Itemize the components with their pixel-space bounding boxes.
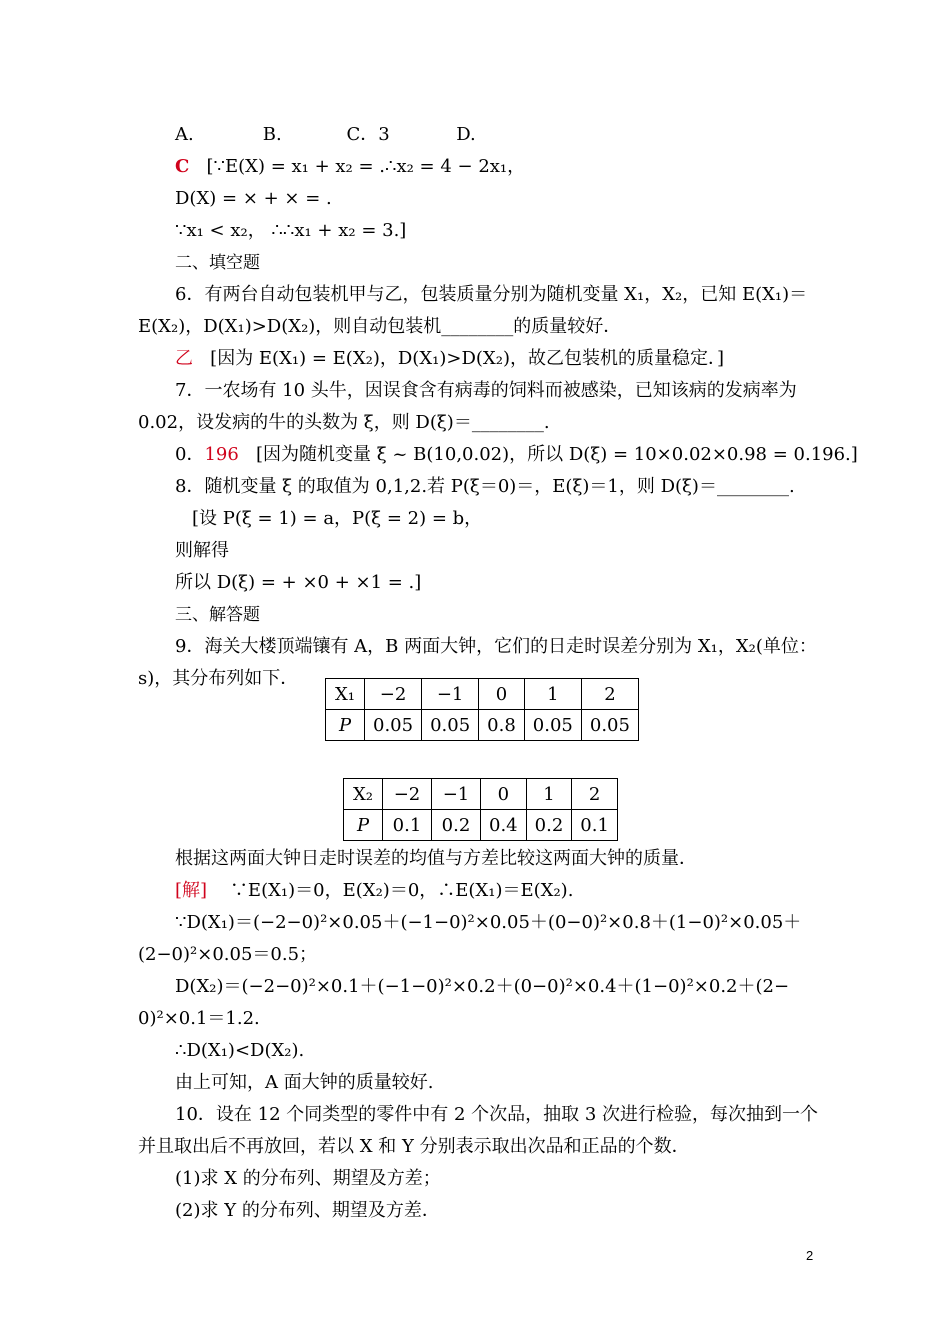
table-cell: −2 — [365, 679, 422, 710]
option-b: B. — [262, 124, 282, 145]
q9-line-2: s)，其分布列如下． — [138, 668, 299, 689]
q9-line-1: 9．海关大楼顶端镶有 A，B 两面大钟，它们的日走时误差分别为 X₁，X₂(单位： — [175, 636, 817, 657]
table-cell: X₁ — [326, 679, 365, 710]
q9-solution-7: 由上可知，A 面大钟的质量较好. — [175, 1072, 434, 1093]
q9-solution-6: ∴D(X₁)<D(X₂). — [175, 1040, 305, 1061]
table-cell: −1 — [422, 679, 479, 710]
q8-solution-1: [设 P(ξ = 1) = a，P(ξ = 2) = b， — [192, 508, 483, 529]
q9-solution-3: (2−0)²×0.05＝0.5； — [138, 944, 318, 965]
q9-solution-4: D(X₂)＝(−2−0)²×0.1＋(−1−0)²×0.2＋(0−0)²×0.4＋(1−0)²×0.2＋(2− — [175, 976, 790, 997]
q6-line-2: E(X₂)，D(X₁)>D(X₂)，则自动包装机________的质量较好． — [138, 316, 622, 337]
q10-line-2: 并且取出后不再放回，若以 X 和 Y 分别表示取出次品和正品的个数． — [138, 1136, 690, 1157]
table-cell: 0.2 — [526, 810, 572, 841]
table-cell: 0.05 — [524, 710, 581, 741]
table-cell: P — [344, 810, 383, 841]
section-answer-title: 三、解答题 — [175, 605, 260, 625]
q10-line-1: 10．设在 12 个同类型的零件中有 2 个次品，抽取 3 次进行检验，每次抽到一个 — [175, 1104, 819, 1125]
table-cell: 0 — [481, 779, 527, 810]
option-a: A. — [175, 124, 194, 145]
table-row — [326, 710, 639, 741]
q7-answer-prefix: 0． — [175, 444, 205, 465]
q5-solution-text: [∵E(X) = x₁ + x₂ = .∴x₂ = 4 − 2x₁， — [206, 156, 526, 177]
table-cell: 0.8 — [479, 710, 525, 741]
q6-solution — [175, 346, 855, 372]
table-cell: 2 — [572, 779, 618, 810]
q6-line-1: 6．有两台自动包装机甲与乙，包装质量分别为随机变量 X₁，X₂，已知 E(X₁)＝ — [175, 284, 808, 305]
q5-options — [175, 122, 855, 148]
q5-solution-2: D(X) = × + × = . — [175, 188, 332, 209]
table-row — [326, 679, 639, 710]
q7-line-2: 0.02，设发病的牛的头数为 ξ，则 D(ξ)＝________. — [138, 412, 550, 433]
q5-solution-3: ∵x₁ < x₂， ∴∴x₁ + x₂ = 3.] — [175, 220, 407, 241]
q8-solution-2: 则解得 — [175, 540, 229, 561]
option-d: D. — [456, 124, 476, 145]
table-cell: −1 — [432, 779, 481, 810]
table-cell: 0.1 — [572, 810, 618, 841]
q7-solution — [175, 442, 858, 468]
q8-line-1: 8．随机变量 ξ 的取值为 0,1,2.若 P(ξ＝0)＝，E(ξ)＝1，则 D(ξ)＝________. — [175, 476, 795, 497]
table-cell: P — [326, 710, 365, 741]
q8-solution-3: 所以 D(ξ) = + ×0 + ×1 = .] — [175, 572, 422, 593]
q10-part-1: (1)求 X 的分布列、期望及方差； — [175, 1168, 441, 1189]
section-fill-in-title: 二、填空题 — [175, 253, 260, 273]
q7-solution-text: [因为随机变量 ξ ~ B(10,0.02)，所以 D(ξ) = 10×0.02×0.98 = 0.196.] — [255, 444, 858, 465]
table-cell: 0.05 — [581, 710, 638, 741]
q7-answer: 196 — [204, 444, 239, 465]
q9-solution-2: ∵D(X₁)＝(−2−0)²×0.05＋(−1−0)²×0.05＋(0−0)²×0.8＋(1−0)²×0.05＋ — [175, 912, 802, 933]
q5-answer: C — [175, 156, 190, 177]
q6-solution-text: [因为 E(X₁) = E(X₂)，D(X₁)>D(X₂)，故乙包装机的质量稳定．] — [210, 348, 724, 369]
distribution-table-x2 — [343, 778, 618, 841]
option-c: C．3 — [346, 124, 390, 145]
table-cell: 1 — [524, 679, 581, 710]
q9-solution-5: 0)²×0.1＝1.2. — [138, 1008, 260, 1029]
q9-jie-label: [解] — [175, 880, 208, 901]
table-cell: 2 — [581, 679, 638, 710]
table-cell: 0.1 — [383, 810, 432, 841]
table-row — [344, 810, 618, 841]
q9-line-3: 根据这两面大钟日走时误差的均值与方差比较这两面大钟的质量． — [175, 848, 697, 869]
table-cell: 0.4 — [481, 810, 527, 841]
table-cell: X₂ — [344, 779, 383, 810]
q6-answer: 乙 — [175, 348, 193, 369]
q10-part-2: (2)求 Y 的分布列、期望及方差． — [175, 1200, 440, 1221]
q7-line-1: 7．一农场有 10 头牛，因误食含有病毒的饲料而被感染，已知该病的发病率为 — [175, 380, 797, 401]
table-cell: −2 — [383, 779, 432, 810]
q5-solution-1 — [175, 154, 855, 180]
table-cell: 0.2 — [432, 810, 481, 841]
table-cell: 0.05 — [365, 710, 422, 741]
distribution-table-x1 — [325, 678, 639, 741]
q9-solution-text: ∵E(X₁)＝0，E(X₂)＝0，∴E(X₁)＝E(X₂). — [229, 880, 574, 901]
table-cell: 1 — [526, 779, 572, 810]
table-cell: 0.05 — [422, 710, 479, 741]
table-cell: 0 — [479, 679, 525, 710]
page-number: 2 — [806, 1248, 814, 1263]
q9-solution-1 — [175, 878, 855, 904]
table-row — [344, 779, 618, 810]
